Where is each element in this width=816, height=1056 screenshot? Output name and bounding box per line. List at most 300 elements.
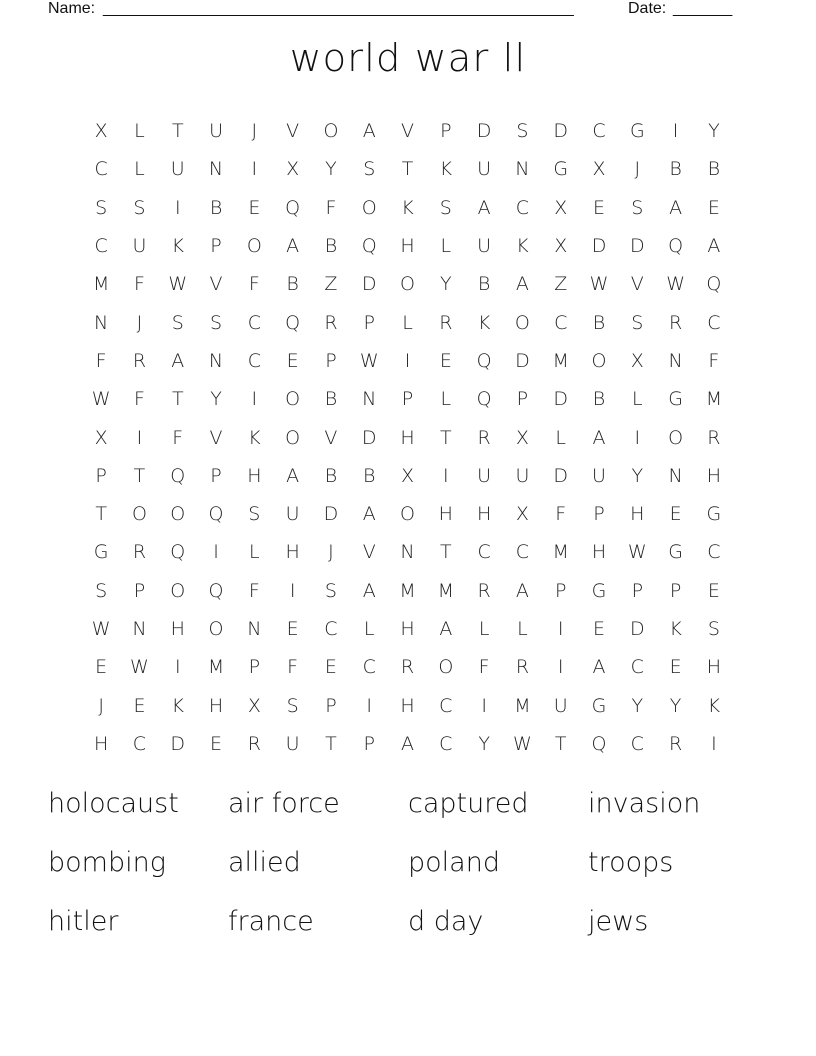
- grid-letter[interactable]: K: [516, 235, 529, 258]
- grid-letter[interactable]: R: [132, 541, 147, 564]
- grid-letter[interactable]: C: [554, 311, 568, 334]
- grid-letter[interactable]: E: [669, 656, 682, 679]
- grid-letter[interactable]: H: [247, 464, 262, 487]
- grid-letter[interactable]: E: [286, 349, 299, 372]
- grid-letter[interactable]: I: [251, 388, 258, 411]
- grid-letter[interactable]: F: [172, 426, 184, 449]
- grid-letter[interactable]: X: [554, 235, 568, 258]
- grid-letter[interactable]: D: [323, 503, 339, 526]
- grid-letter[interactable]: Q: [476, 388, 492, 411]
- grid-letter[interactable]: H: [170, 618, 185, 640]
- grid-letter[interactable]: X: [515, 426, 529, 449]
- grid-letter[interactable]: Q: [285, 311, 301, 334]
- grid-letter[interactable]: A: [707, 235, 721, 258]
- grid-letter[interactable]: P: [133, 579, 146, 602]
- grid-letter[interactable]: W: [130, 656, 149, 679]
- grid-letter[interactable]: W: [666, 273, 685, 296]
- grid-letter[interactable]: L: [555, 426, 566, 449]
- grid-letter[interactable]: F: [708, 349, 720, 372]
- grid-letter[interactable]: K: [669, 618, 682, 640]
- grid-letter[interactable]: R: [477, 579, 491, 602]
- grid-letter[interactable]: N: [94, 311, 109, 334]
- grid-letter[interactable]: O: [285, 388, 301, 411]
- grid-letter[interactable]: O: [170, 579, 186, 602]
- grid-letter[interactable]: A: [515, 273, 529, 296]
- grid-letter[interactable]: U: [285, 503, 300, 526]
- grid-letter[interactable]: C: [515, 196, 530, 219]
- grid-letter[interactable]: Y: [669, 694, 682, 717]
- grid-letter[interactable]: S: [363, 158, 376, 181]
- grid-letter[interactable]: O: [514, 311, 530, 334]
- grid-letter[interactable]: R: [132, 349, 147, 372]
- word-bank-item: france: [228, 906, 314, 937]
- word-bank-item: bombing: [48, 847, 166, 878]
- grid-letter[interactable]: D: [361, 273, 377, 296]
- grid-letter[interactable]: A: [362, 120, 376, 143]
- grid-letter[interactable]: Q: [668, 235, 684, 258]
- grid-letter[interactable]: D: [629, 235, 645, 258]
- grid-letter[interactable]: U: [170, 158, 185, 181]
- grid-letter[interactable]: A: [515, 579, 529, 602]
- grid-letter[interactable]: Z: [324, 273, 338, 296]
- grid-letter[interactable]: U: [132, 235, 147, 258]
- grid-letter[interactable]: N: [208, 158, 224, 181]
- grid-letter[interactable]: S: [631, 196, 644, 219]
- grid-letter[interactable]: I: [634, 426, 641, 449]
- grid-letter[interactable]: B: [286, 273, 299, 296]
- grid-letter[interactable]: P: [363, 732, 375, 755]
- grid-letter[interactable]: B: [707, 158, 721, 181]
- grid-letter[interactable]: D: [476, 120, 492, 143]
- grid-letter[interactable]: T: [95, 503, 107, 526]
- grid-letter[interactable]: O: [246, 235, 262, 258]
- name-label: Name:: [48, 0, 96, 17]
- grid-letter[interactable]: G: [591, 694, 607, 717]
- grid-letter[interactable]: H: [400, 235, 415, 258]
- grid-letter[interactable]: S: [171, 311, 184, 334]
- grid-letter[interactable]: I: [136, 426, 143, 449]
- grid-letter[interactable]: P: [210, 235, 222, 258]
- grid-letter[interactable]: S: [516, 120, 529, 143]
- grid-letter[interactable]: C: [94, 235, 108, 258]
- grid-letter[interactable]: I: [213, 541, 219, 564]
- grid-letter[interactable]: S: [707, 618, 720, 640]
- grid-letter[interactable]: I: [289, 579, 296, 602]
- grid-letter[interactable]: M: [92, 273, 110, 296]
- grid-letter[interactable]: U: [477, 464, 492, 487]
- grid-letter[interactable]: L: [134, 158, 145, 181]
- grid-letter[interactable]: P: [401, 388, 414, 411]
- grid-letter[interactable]: H: [706, 656, 722, 679]
- grid-letter[interactable]: A: [401, 732, 415, 755]
- grid-letter[interactable]: H: [400, 618, 415, 640]
- grid-letter[interactable]: I: [672, 120, 679, 143]
- grid-letter[interactable]: I: [174, 196, 181, 219]
- grid-letter[interactable]: S: [286, 694, 299, 717]
- grid-letter[interactable]: U: [285, 732, 300, 755]
- grid-letter[interactable]: D: [361, 426, 377, 449]
- grid-letter[interactable]: E: [210, 732, 223, 755]
- grid-letter[interactable]: Q: [170, 464, 186, 487]
- grid-letter[interactable]: O: [208, 618, 224, 640]
- grid-letter[interactable]: J: [328, 541, 334, 564]
- grid-letter[interactable]: O: [591, 349, 607, 372]
- grid-letter[interactable]: R: [400, 656, 415, 679]
- grid-letter[interactable]: U: [553, 694, 568, 717]
- grid-letter[interactable]: G: [629, 120, 645, 143]
- grid-letter[interactable]: S: [631, 311, 644, 334]
- grid-letter[interactable]: R: [669, 732, 683, 755]
- grid-letter[interactable]: C: [439, 694, 453, 717]
- grid-letter[interactable]: P: [516, 388, 529, 411]
- grid-letter[interactable]: V: [209, 426, 223, 449]
- word-bank-item: invasion: [588, 788, 701, 819]
- grid-letter[interactable]: P: [248, 656, 261, 679]
- grid-letter[interactable]: N: [132, 618, 147, 640]
- grid-letter[interactable]: H: [400, 426, 415, 449]
- grid-letter[interactable]: Q: [361, 235, 377, 258]
- grid-letter[interactable]: C: [707, 311, 721, 334]
- grid-letter[interactable]: P: [593, 503, 605, 526]
- grid-letter[interactable]: D: [170, 732, 186, 755]
- grid-letter[interactable]: P: [363, 311, 375, 334]
- grid-letter[interactable]: R: [247, 732, 261, 755]
- date-label: Date:: [628, 0, 667, 17]
- grid-letter[interactable]: P: [210, 464, 222, 487]
- grid-letter[interactable]: L: [478, 618, 490, 640]
- grid-letter[interactable]: E: [593, 196, 606, 219]
- grid-letter[interactable]: M: [399, 579, 416, 602]
- grid-letter[interactable]: S: [439, 196, 452, 219]
- grid-letter[interactable]: G: [553, 158, 569, 181]
- grid-letter[interactable]: O: [285, 426, 301, 449]
- grid-letter[interactable]: I: [251, 158, 258, 181]
- grid-letter[interactable]: X: [515, 503, 529, 526]
- grid-letter[interactable]: R: [439, 311, 453, 334]
- grid-letter[interactable]: H: [591, 541, 607, 564]
- grid-letter[interactable]: T: [171, 120, 184, 143]
- grid-letter[interactable]: T: [440, 426, 452, 449]
- grid-letter[interactable]: M: [437, 579, 455, 602]
- grid-letter[interactable]: B: [324, 235, 338, 258]
- grid-letter[interactable]: D: [591, 235, 607, 258]
- grid-letter[interactable]: X: [401, 464, 415, 487]
- grid-letter[interactable]: F: [133, 273, 145, 296]
- grid-letter[interactable]: C: [592, 120, 606, 143]
- grid-letter[interactable]: O: [400, 503, 415, 526]
- grid-letter[interactable]: S: [133, 196, 146, 219]
- header: [48, 0, 748, 22]
- grid-letter[interactable]: M: [552, 349, 569, 372]
- grid-letter[interactable]: E: [593, 618, 606, 640]
- grid-letter[interactable]: S: [324, 579, 337, 602]
- grid-letter[interactable]: M: [705, 388, 723, 411]
- grid-letter[interactable]: W: [91, 618, 111, 640]
- grid-letter[interactable]: U: [515, 464, 530, 487]
- grid-letter[interactable]: U: [477, 158, 492, 181]
- grid-letter[interactable]: N: [668, 349, 683, 372]
- grid-letter[interactable]: H: [706, 464, 722, 487]
- grid-letter[interactable]: O: [361, 196, 377, 219]
- grid-letter[interactable]: J: [634, 158, 641, 181]
- grid-letter[interactable]: Y: [631, 694, 644, 717]
- grid-letter[interactable]: D: [515, 349, 530, 372]
- grid-letter[interactable]: N: [668, 464, 683, 487]
- grid-letter[interactable]: R: [669, 311, 683, 334]
- grid-letter[interactable]: G: [706, 503, 722, 526]
- grid-letter[interactable]: N: [515, 158, 530, 181]
- grid-letter[interactable]: A: [439, 618, 453, 640]
- grid-letter[interactable]: V: [630, 273, 644, 296]
- grid-letter[interactable]: B: [477, 273, 491, 296]
- grid-letter[interactable]: P: [440, 120, 452, 143]
- word-bank-item: poland: [408, 847, 500, 878]
- grid-letter[interactable]: E: [95, 656, 108, 679]
- grid-letter[interactable]: W: [589, 273, 609, 296]
- grid-letter[interactable]: Q: [476, 349, 492, 372]
- grid-letter[interactable]: P: [554, 579, 567, 602]
- grid-letter[interactable]: F: [248, 579, 260, 602]
- grid-letter[interactable]: A: [669, 196, 683, 219]
- grid-letter[interactable]: R: [515, 656, 530, 679]
- grid-letter[interactable]: Z: [554, 273, 568, 296]
- grid-letter[interactable]: B: [592, 388, 606, 411]
- grid-letter[interactable]: X: [94, 426, 108, 449]
- grid-letter[interactable]: H: [630, 503, 645, 526]
- grid-letter[interactable]: C: [515, 541, 530, 564]
- grid-letter[interactable]: I: [404, 349, 411, 372]
- word-bank-item: captured: [408, 788, 529, 819]
- grid-letter[interactable]: B: [324, 388, 338, 411]
- grid-letter[interactable]: L: [402, 311, 413, 334]
- grid-letter[interactable]: J: [251, 120, 258, 143]
- grid-letter[interactable]: B: [209, 196, 223, 219]
- grid-letter[interactable]: Q: [208, 503, 224, 526]
- grid-letter[interactable]: Q: [285, 196, 301, 219]
- grid-letter[interactable]: A: [477, 196, 491, 219]
- grid-letter[interactable]: N: [247, 618, 262, 640]
- grid-letter[interactable]: K: [248, 426, 261, 449]
- grid-letter[interactable]: B: [324, 464, 338, 487]
- grid-letter[interactable]: V: [286, 120, 300, 143]
- grid-letter[interactable]: T: [133, 464, 146, 487]
- grid-letter[interactable]: S: [210, 311, 223, 334]
- grid-letter[interactable]: Y: [631, 464, 644, 487]
- grid-letter[interactable]: C: [324, 618, 338, 640]
- grid-letter[interactable]: K: [171, 694, 184, 717]
- grid-letter[interactable]: L: [249, 541, 260, 564]
- grid-letter[interactable]: T: [171, 388, 184, 411]
- grid-letter[interactable]: C: [630, 732, 644, 755]
- grid-letter[interactable]: R: [324, 311, 338, 334]
- grid-letter[interactable]: N: [208, 349, 224, 372]
- grid-letter[interactable]: G: [93, 541, 109, 564]
- grid-letter[interactable]: V: [401, 120, 415, 143]
- grid-letter[interactable]: L: [632, 388, 643, 411]
- name-field-line: ________________________________________________________: [103, 0, 574, 17]
- grid-letter[interactable]: Y: [210, 388, 222, 411]
- grid-letter[interactable]: X: [630, 349, 644, 372]
- grid-letter[interactable]: A: [592, 426, 606, 449]
- grid-letter[interactable]: P: [631, 579, 644, 602]
- grid-letter[interactable]: Q: [170, 541, 186, 564]
- grid-letter[interactable]: I: [711, 732, 717, 755]
- grid-letter[interactable]: H: [94, 732, 109, 755]
- grid-letter[interactable]: F: [95, 349, 107, 372]
- grid-letter[interactable]: C: [247, 349, 261, 372]
- grid-letter[interactable]: C: [439, 732, 453, 755]
- grid-letter[interactable]: F: [478, 656, 490, 679]
- grid-letter[interactable]: O: [170, 503, 186, 526]
- grid-letter[interactable]: P: [325, 349, 337, 372]
- grid-letter[interactable]: I: [174, 656, 181, 679]
- grid-letter[interactable]: P: [95, 464, 107, 487]
- grid-letter[interactable]: O: [400, 273, 415, 296]
- grid-letter[interactable]: E: [286, 618, 299, 640]
- grid-letter[interactable]: F: [325, 196, 337, 219]
- grid-letter[interactable]: U: [477, 235, 492, 258]
- grid-letter[interactable]: L: [517, 618, 528, 640]
- grid-letter[interactable]: H: [400, 694, 415, 717]
- grid-letter[interactable]: J: [136, 311, 143, 334]
- grid-letter[interactable]: E: [324, 656, 337, 679]
- grid-letter[interactable]: M: [514, 694, 531, 717]
- grid-letter[interactable]: L: [134, 120, 145, 143]
- grid-letter[interactable]: T: [440, 541, 452, 564]
- grid-letter[interactable]: K: [439, 158, 453, 181]
- grid-letter[interactable]: S: [95, 579, 108, 602]
- grid-letter[interactable]: E: [133, 694, 146, 717]
- grid-letter[interactable]: W: [168, 273, 188, 296]
- grid-letter[interactable]: P: [669, 579, 682, 602]
- grid-letter[interactable]: H: [438, 503, 453, 526]
- grid-letter[interactable]: G: [668, 388, 683, 411]
- grid-letter[interactable]: D: [553, 120, 569, 143]
- grid-letter[interactable]: C: [707, 541, 721, 564]
- grid-letter[interactable]: O: [323, 120, 339, 143]
- grid-letter[interactable]: E: [707, 579, 720, 602]
- grid-letter[interactable]: E: [707, 196, 720, 219]
- grid-letter[interactable]: C: [247, 311, 261, 334]
- grid-letter[interactable]: X: [592, 158, 606, 181]
- grid-letter[interactable]: N: [400, 541, 415, 564]
- grid-letter[interactable]: X: [554, 196, 568, 219]
- grid-letter[interactable]: K: [477, 311, 491, 334]
- grid-letter[interactable]: F: [287, 656, 299, 679]
- grid-letter[interactable]: T: [325, 732, 337, 755]
- grid-letter[interactable]: E: [439, 349, 452, 372]
- grid-letter[interactable]: C: [477, 541, 491, 564]
- grid-letter[interactable]: C: [94, 158, 108, 181]
- grid-letter[interactable]: A: [286, 235, 300, 258]
- word-bank: [48, 782, 768, 959]
- grid-letter[interactable]: Q: [208, 579, 224, 602]
- grid-letter[interactable]: S: [95, 196, 108, 219]
- grid-letter[interactable]: F: [248, 273, 260, 296]
- grid-letter[interactable]: M: [552, 541, 569, 564]
- grid-letter[interactable]: G: [668, 541, 683, 564]
- grid-letter[interactable]: T: [554, 732, 567, 755]
- grid-letter[interactable]: H: [285, 541, 300, 564]
- grid-letter[interactable]: I: [366, 694, 373, 717]
- grid-letter[interactable]: D: [553, 464, 569, 487]
- grid-letter[interactable]: X: [94, 120, 108, 143]
- grid-letter[interactable]: B: [592, 311, 606, 334]
- grid-letter[interactable]: V: [209, 273, 223, 296]
- grid-letter[interactable]: W: [359, 349, 379, 372]
- grid-letter[interactable]: F: [555, 503, 567, 526]
- grid-letter[interactable]: R: [707, 426, 721, 449]
- grid-letter[interactable]: Y: [440, 273, 452, 296]
- grid-letter[interactable]: N: [362, 388, 377, 411]
- grid-letter[interactable]: V: [362, 541, 376, 564]
- grid-letter[interactable]: L: [363, 618, 375, 640]
- grid-letter[interactable]: C: [630, 656, 644, 679]
- grid-letter[interactable]: K: [401, 196, 414, 219]
- grid-letter[interactable]: W: [513, 732, 532, 755]
- grid-letter[interactable]: A: [286, 464, 300, 487]
- grid-letter[interactable]: V: [324, 426, 338, 449]
- grid-letter[interactable]: Y: [325, 158, 337, 181]
- grid-letter[interactable]: L: [440, 235, 452, 258]
- grid-letter[interactable]: M: [207, 656, 225, 679]
- grid-letter[interactable]: A: [592, 656, 606, 679]
- grid-letter[interactable]: A: [171, 349, 185, 372]
- grid-letter[interactable]: H: [476, 503, 492, 526]
- grid-letter[interactable]: Y: [478, 732, 490, 755]
- grid-letter[interactable]: O: [438, 656, 454, 679]
- grid-letter[interactable]: E: [248, 196, 261, 219]
- grid-letter[interactable]: Q: [706, 273, 722, 296]
- grid-letter[interactable]: K: [171, 235, 184, 258]
- grid-letter[interactable]: T: [401, 158, 414, 181]
- grid-letter[interactable]: C: [362, 656, 376, 679]
- grid-letter[interactable]: W: [627, 541, 647, 564]
- grid-letter[interactable]: O: [668, 426, 684, 449]
- grid-letter[interactable]: A: [362, 579, 376, 602]
- grid-letter[interactable]: O: [131, 503, 147, 526]
- grid-letter[interactable]: A: [362, 503, 376, 526]
- grid-letter[interactable]: X: [286, 158, 300, 181]
- grid-letter[interactable]: K: [707, 694, 721, 717]
- grid-letter[interactable]: D: [629, 618, 645, 640]
- grid-letter[interactable]: B: [669, 158, 682, 181]
- grid-letter[interactable]: F: [133, 388, 145, 411]
- grid-letter[interactable]: I: [557, 618, 564, 640]
- grid-letter[interactable]: U: [209, 120, 223, 143]
- grid-letter[interactable]: E: [669, 503, 682, 526]
- grid-letter[interactable]: G: [591, 579, 607, 602]
- grid-letter[interactable]: W: [91, 388, 111, 411]
- grid-letter[interactable]: U: [592, 464, 606, 487]
- grid-letter[interactable]: S: [248, 503, 261, 526]
- grid-letter[interactable]: B: [363, 464, 376, 487]
- grid-letter[interactable]: R: [477, 426, 491, 449]
- grid-letter[interactable]: L: [440, 388, 452, 411]
- grid-letter[interactable]: I: [481, 694, 487, 717]
- word-bank-item: allied: [228, 847, 301, 878]
- grid-letter[interactable]: J: [98, 694, 104, 717]
- grid-letter[interactable]: I: [557, 656, 564, 679]
- grid-letter[interactable]: H: [208, 694, 224, 717]
- grid-letter[interactable]: I: [443, 464, 449, 487]
- grid-letter[interactable]: Q: [591, 732, 607, 755]
- grid-letter[interactable]: D: [553, 388, 569, 411]
- grid-letter[interactable]: Y: [708, 120, 720, 143]
- grid-letter[interactable]: P: [325, 694, 337, 717]
- grid-letter[interactable]: X: [247, 694, 261, 717]
- grid-letter[interactable]: C: [132, 732, 147, 755]
